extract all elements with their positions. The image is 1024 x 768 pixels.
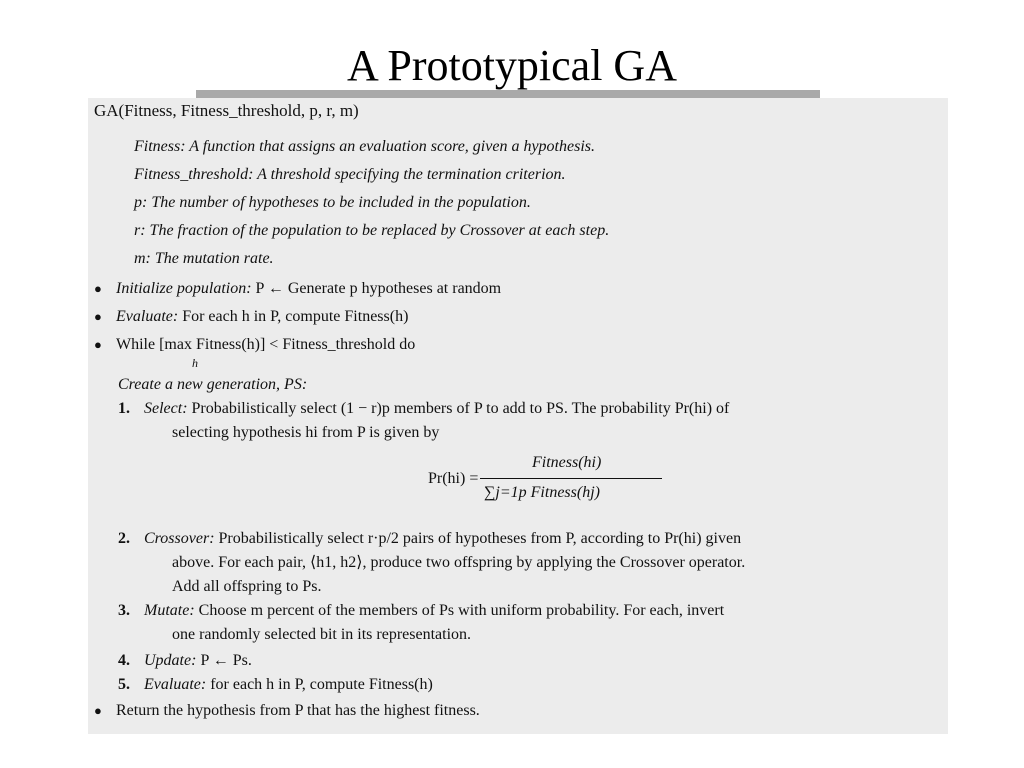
step-evaluate-loop: 5. Evaluate: for each h in P, compute Fitness(h) <box>118 676 433 693</box>
step-initialize: ● Initialize population: P ← Generate p hypotheses at random <box>94 278 501 300</box>
step-crossover-cont: above. For each pair, ⟨h1, h2⟩, produce two offspring by applying the Crossover operator. <box>172 554 746 571</box>
formula-numerator: Fitness(hi) <box>532 454 602 471</box>
create-generation: Create a new generation, PS: <box>118 376 308 393</box>
param-fitness: Fitness: A function that assigns an evaluation score, given a hypothesis. <box>134 138 595 155</box>
formula-denominator: ∑j=1p Fitness(hj) <box>484 484 600 501</box>
step-crossover: 2. Crossover: Probabilistically select r·p/2 pairs of hypotheses from P, according to Pr(hi) given <box>118 530 742 547</box>
title-underline <box>196 90 820 98</box>
param-fitness-threshold: Fitness_threshold: A threshold specifying the termination criterion. <box>134 166 566 183</box>
algorithm-scan-panel <box>88 98 948 734</box>
step-mutate-cont: one randomly selected bit in its representation. <box>172 626 472 643</box>
step-while: ● While [max Fitness(h)] < Fitness_threshold do <box>94 334 415 356</box>
slide-title: A Prototypical GA <box>347 41 677 90</box>
while-subscript: h <box>192 356 198 370</box>
step-select-cont: selecting hypothesis hi from P is given by <box>172 424 440 441</box>
bullet-icon: ● <box>94 309 102 324</box>
algorithm-signature: GA(Fitness, Fitness_threshold, p, r, m) <box>94 101 359 120</box>
step-evaluate: ● Evaluate: For each h in P, compute Fitness(h) <box>94 306 408 328</box>
bullet-icon: ● <box>94 337 102 352</box>
fraction-bar <box>480 478 662 479</box>
param-p: p: The number of hypotheses to be included in the population. <box>134 194 531 211</box>
param-m: m: The mutation rate. <box>134 250 274 267</box>
step-update: 4. Update: P ← Ps. <box>118 652 252 669</box>
step-select: 1. Select: Probabilistically select (1 − r)p members of P to add to PS. The probability Pr(hi) of <box>118 400 730 417</box>
step-crossover-cont2: Add all offspring to Ps. <box>172 578 322 595</box>
formula-lhs: Pr(hi) = <box>428 470 479 487</box>
bullet-icon: ● <box>94 703 102 718</box>
bullet-icon: ● <box>94 281 102 296</box>
step-return: ● Return the hypothesis from P that has the highest fitness. <box>94 700 480 722</box>
param-r: r: The fraction of the population to be replaced by Crossover at each step. <box>134 222 610 239</box>
step-mutate: 3. Mutate: Choose m percent of the members of Ps with uniform probability. For each, invert <box>118 602 725 619</box>
